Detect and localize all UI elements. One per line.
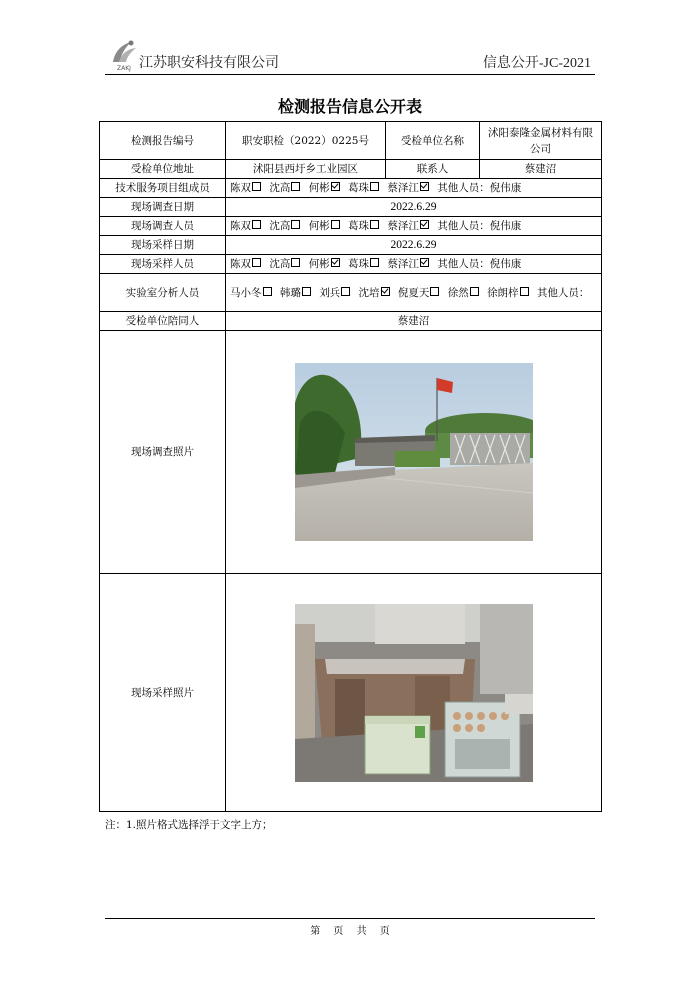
- empty-box-icon: [370, 220, 379, 229]
- member-item: [359, 287, 391, 299]
- member-name: 陈双: [230, 182, 251, 194]
- member-name: 徐然: [447, 286, 469, 299]
- member-item: [348, 258, 380, 270]
- contact-value: 蔡建沼: [480, 160, 602, 179]
- label-survey-date: 现场调查日期: [100, 198, 226, 217]
- label-client-address: 受检单位地址: [100, 160, 226, 179]
- empty-box-icon: [331, 220, 340, 229]
- member-name: 蔡泽江: [387, 182, 419, 194]
- member-name: 蔡泽江: [387, 258, 419, 270]
- team-members: [226, 179, 602, 198]
- member-item: [319, 287, 351, 299]
- client-name-value: 沭阳泰隆金属材料有限公司: [480, 122, 602, 160]
- checked-box-icon: [420, 258, 429, 267]
- member-item: [348, 182, 380, 194]
- checked-box-icon: [420, 182, 429, 191]
- label-sampling-photo: 现场采样照片: [100, 574, 226, 812]
- label-survey-staff: 现场调查人员: [100, 217, 226, 236]
- member-name: 葛珠: [348, 182, 370, 194]
- empty-box-icon: [252, 182, 261, 191]
- empty-box-icon: [291, 182, 300, 191]
- footnote: 注：1.照片格式选择浮于文字上方；: [105, 819, 273, 831]
- member-item: [487, 287, 530, 299]
- member-name: 刘兵: [319, 286, 341, 299]
- page-footer: 第 页 共 页: [310, 926, 390, 937]
- empty-box-icon: [252, 258, 261, 267]
- page-header: [105, 36, 595, 75]
- company-logo: [109, 36, 139, 72]
- empty-box-icon: [291, 220, 300, 229]
- member-item: [230, 258, 262, 270]
- logo-text: ZAKJ: [117, 65, 131, 72]
- empty-box-icon: [370, 182, 379, 191]
- client-address-value: 沭阳县西圩乡工业园区: [226, 160, 386, 179]
- label-client-name: 受检单位名称: [386, 122, 480, 160]
- member-item: [280, 287, 312, 299]
- member-name: 蔡泽江: [387, 220, 419, 232]
- report-no-value: 职安职检（2022）0225号: [226, 122, 386, 160]
- member-name: 马小冬: [230, 286, 262, 299]
- member-name: 韩璐: [279, 286, 301, 299]
- member-name: 何彬: [308, 220, 330, 232]
- empty-box-icon: [291, 258, 300, 267]
- footer-divider: [105, 918, 595, 919]
- empty-box-icon: [520, 287, 529, 296]
- sampling-photo-cell: [226, 574, 602, 812]
- empty-box-icon: [341, 287, 350, 296]
- label-contact: 联系人: [386, 160, 480, 179]
- member-name: 徐朗梓: [487, 286, 519, 299]
- member-name: 何彬: [308, 182, 330, 194]
- survey-date-value: 2022.6.29: [226, 198, 602, 217]
- label-lab-staff: 实验室分析人员: [100, 274, 226, 312]
- label-sampling-staff: 现场采样人员: [100, 255, 226, 274]
- member-item: [230, 182, 262, 194]
- sampling-photo: [295, 604, 533, 782]
- member-item: [448, 287, 480, 299]
- member-name: 沈高: [269, 258, 291, 270]
- empty-box-icon: [470, 287, 479, 296]
- info-table: [99, 121, 602, 812]
- member-name: 倪夏天: [397, 286, 430, 299]
- sampling-staff-members: [226, 255, 602, 274]
- label-team: 技术服务项目组成员: [100, 179, 226, 198]
- label-survey-photo: 现场调查照片: [100, 331, 226, 574]
- other-members: 其他人员：倪伟康: [437, 258, 522, 270]
- member-name: 何彬: [308, 258, 330, 270]
- member-item: [398, 287, 441, 299]
- empty-box-icon: [370, 258, 379, 267]
- member-item: [269, 220, 301, 232]
- member-item: [269, 258, 301, 270]
- survey-photo-cell: [226, 331, 602, 574]
- empty-box-icon: [263, 287, 272, 296]
- empty-box-icon: [430, 287, 439, 296]
- lab-staff-members: [226, 274, 602, 312]
- checked-box-icon: [331, 258, 340, 267]
- other-members: 其他人员：: [536, 286, 590, 299]
- member-item: [230, 220, 262, 232]
- member-name: 陈双: [230, 220, 251, 232]
- survey-staff-members: [226, 217, 602, 236]
- label-escort: 受检单位陪同人: [100, 312, 226, 331]
- member-item: [309, 258, 341, 270]
- member-item: [269, 182, 301, 194]
- member-item: [230, 287, 273, 299]
- member-name: 葛珠: [348, 258, 370, 270]
- label-sampling-date: 现场采样日期: [100, 236, 226, 255]
- checked-box-icon: [331, 182, 340, 191]
- member-item: [387, 258, 430, 270]
- escort-value: 蔡建沼: [226, 312, 602, 331]
- member-name: 沈高: [269, 220, 291, 232]
- other-members: 其他人员：倪伟康: [437, 182, 522, 194]
- empty-box-icon: [302, 287, 311, 296]
- checked-box-icon: [420, 220, 429, 229]
- member-name: 沈高: [269, 182, 291, 194]
- document-code: 信息公开-JC-2021: [482, 56, 591, 71]
- label-report-no: 检测报告编号: [100, 122, 226, 160]
- member-name: 陈双: [230, 258, 251, 270]
- member-item: [387, 220, 430, 232]
- checked-box-icon: [381, 287, 390, 296]
- member-name: 葛珠: [348, 220, 370, 232]
- page-title: 检测报告信息公开表: [277, 97, 422, 116]
- member-item: [348, 220, 380, 232]
- company-name: 江苏职安科技有限公司: [139, 55, 279, 71]
- member-item: [309, 182, 341, 194]
- member-item: [387, 182, 430, 194]
- member-item: [309, 220, 341, 232]
- sampling-date-value: 2022.6.29: [226, 236, 602, 255]
- survey-photo: [295, 363, 533, 541]
- other-members: 其他人员：倪伟康: [437, 220, 522, 232]
- empty-box-icon: [252, 220, 261, 229]
- member-name: 沈培: [358, 286, 380, 299]
